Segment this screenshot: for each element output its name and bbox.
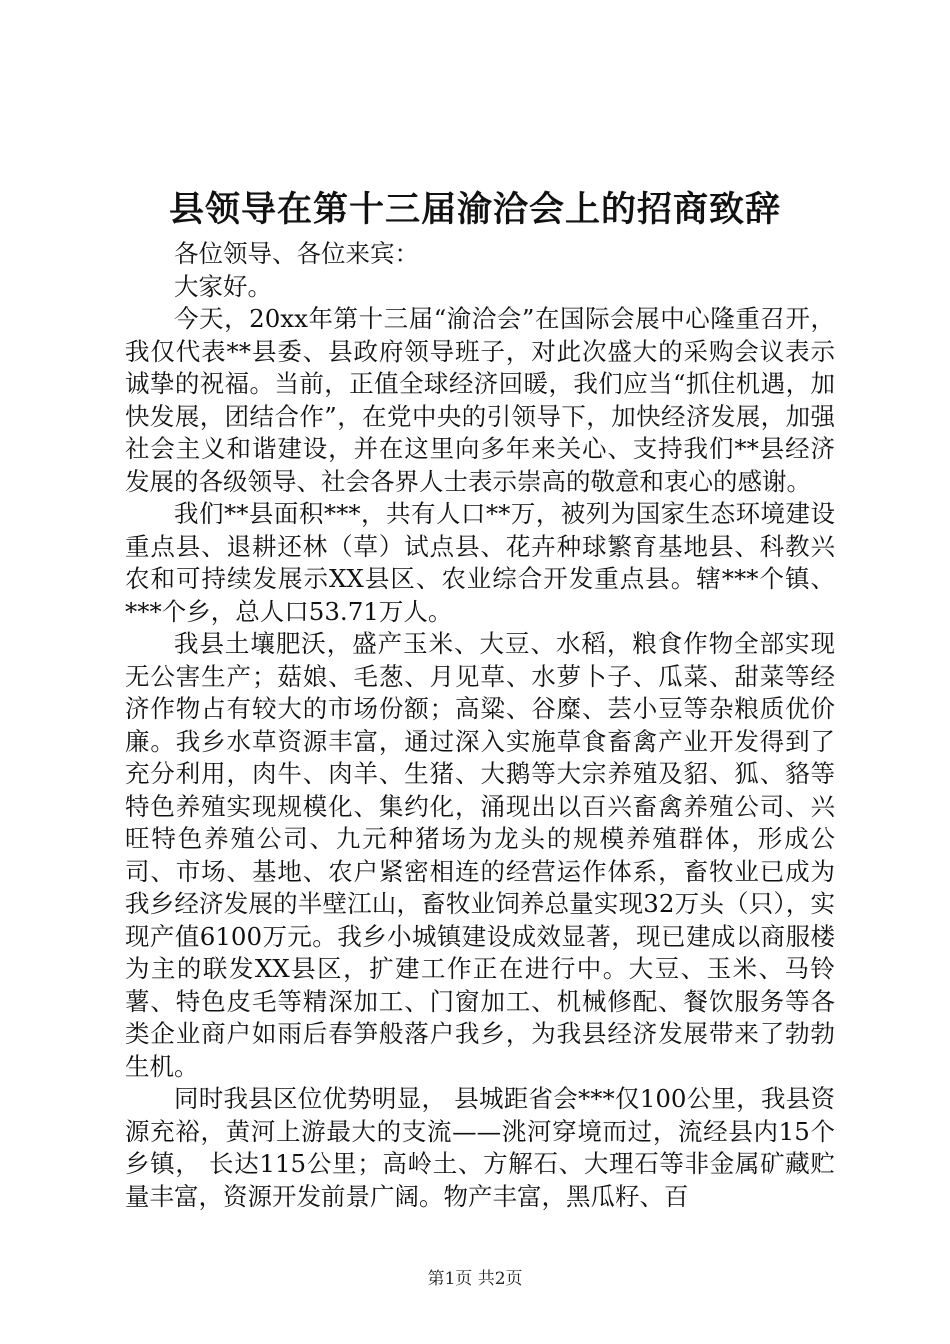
document-body xyxy=(125,238,835,1213)
page-footer: 第1页 共2页 xyxy=(427,1269,523,1289)
salutation-paragraph: 各位领导、各位来宾： xyxy=(174,239,419,268)
body-paragraph-3: 我县土壤肥沃，盛产玉米、大豆、水稻，粮食作物全部实现无公害生产；菇娘、毛葱、月见草、水萝卜子、瓜菜、甜菜等经济作物占有较大的市场份额；高粱、谷糜、芸小豆等杂粮质优价廉。我乡水草资源丰富，通过深入实施草食畜禽产业开发得到了充分利用，肉牛、肉羊、生猪、大鹅等大宗养殖及貂、狐、貉等特色养殖实现规模化、集约化，涌现出以百兴畜禽养殖公司、兴旺特色养殖公司、九元种猪场为龙头的规模养殖群体，形成公司、市场、基地、农户紧密相连的经营运作体系，畜牧业已成为我乡经济发展的半壁江山，畜牧业饲养总量实现32万头（只），实现产值6100万元。我乡小城镇建设成效显著，现已建成以商服楼为主的联发XX县区，扩建工作正在进行中。大豆、玉米、马铃薯、特色皮毛等精深加工、门窗加工、机械修配、餐饮服务等各类企业商户如雨后春笋般落户我乡，为我县经济发展带来了勃勃生机。 xyxy=(125,629,835,1081)
body-paragraph-4: 同时我县区位优势明显， 县城距省会***仅100公里，我县资源充裕，黄河上游最大的支流——洮河穿境而过，流经县内15个乡镇， 长达115公里；高岭土、方解石、大理石等非金属矿藏贮量丰富，资源开发前景广阔。物产丰富，黑瓜籽、百 xyxy=(125,1084,835,1211)
body-paragraph-1: 今天，20xx年第十三届“渝洽会”在国际会展中心隆重召开，我仅代表**县委、县政府领导班子，对此次盛大的采购会议表示诚挚的祝福。当前，正值全球经济回暖，我们应当“抓住机遇，加快发展，团结合作”，在党中央的引领导下，加快经济发展，加强社会主义和谐建设，并在这里向多年来关心、支持我们**县经济发展的各级领导、社会各界人士表示崇高的敬意和衷心的感谢。 xyxy=(125,304,835,496)
body-paragraph-2: 我们**县面积***，共有人口**万，被列为国家生态环境建设重点县、退耕还林（草）试点县、花卉种球繁育基地县、科教兴农和可持续发展示XX县区、农业综合开发重点县。辖***个镇、 ***个乡，总人口53.71万人。 xyxy=(125,499,835,626)
document-title: 县领导在第十三届渝洽会上的招商致辞 xyxy=(168,189,781,230)
greeting-paragraph: 大家好。 xyxy=(174,271,272,301)
